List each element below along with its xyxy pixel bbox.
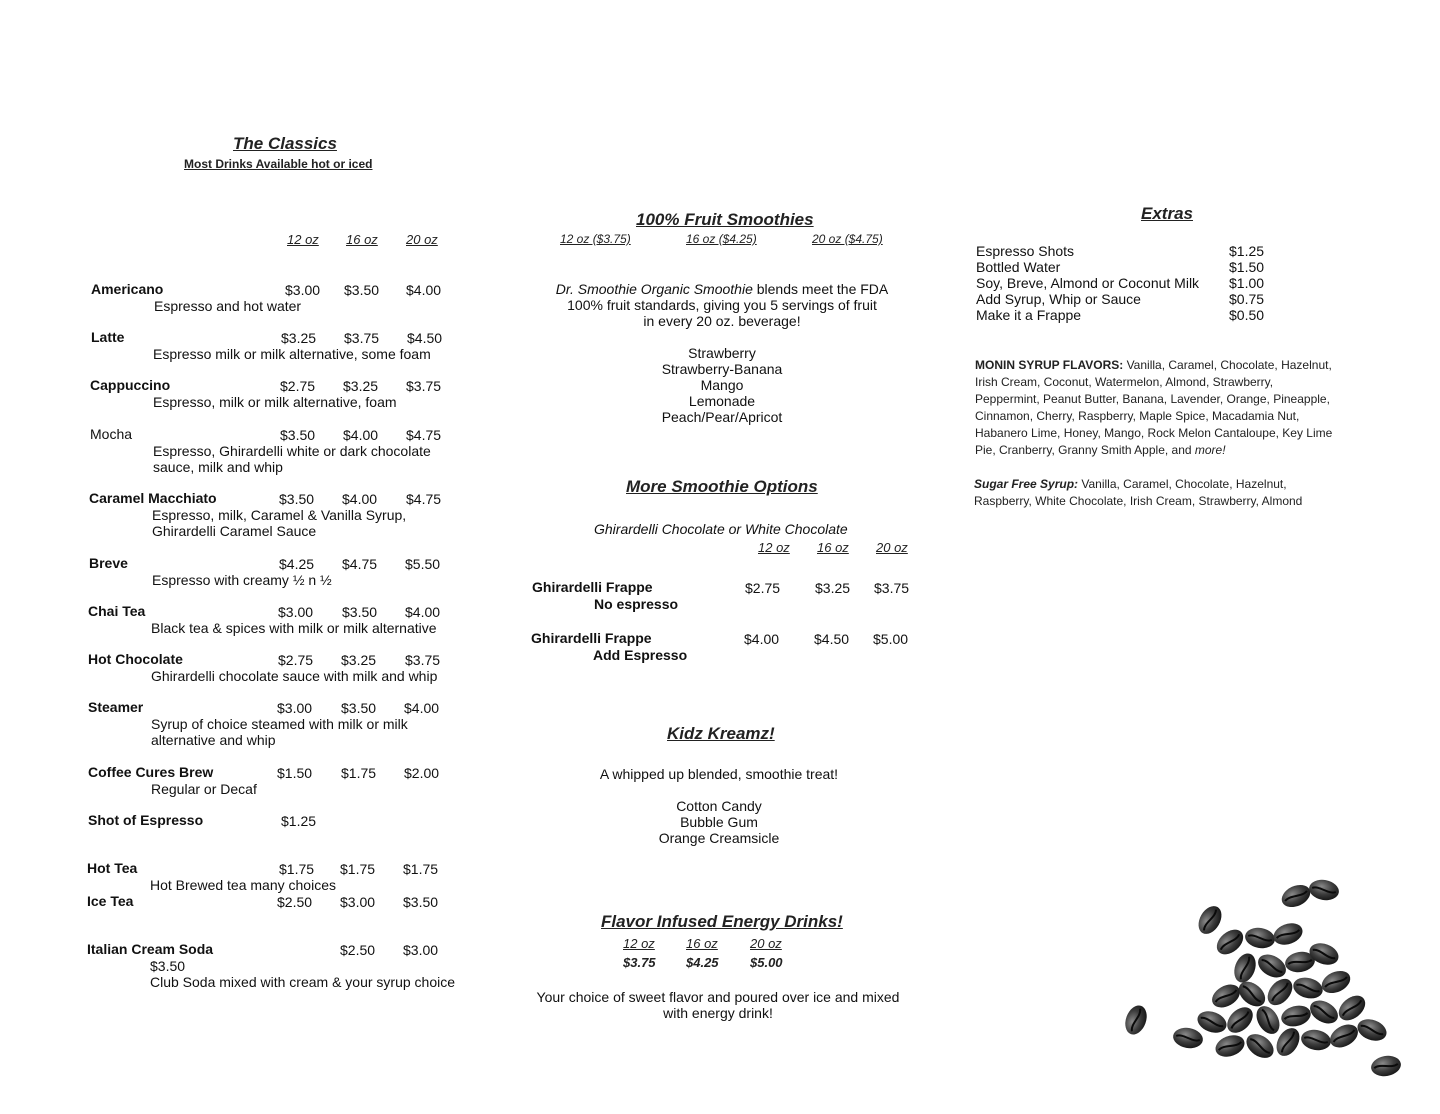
drink-name: Americano: [91, 281, 164, 297]
drink-price: $3.50: [342, 604, 378, 620]
extra-name: Soy, Breve, Almond or Coconut Milk: [976, 275, 1200, 291]
energy-price-20: $5.00: [750, 955, 783, 970]
smoothie-size-12: 12 oz ($3.75): [560, 232, 631, 246]
drink-price: $3.75: [344, 330, 380, 346]
extra-price: $0.75: [1229, 291, 1265, 307]
more-options-size-16: 16 oz: [817, 540, 849, 555]
coffee-bean-icon: [1208, 980, 1244, 1012]
smoothie-size-20: 20 oz ($4.75): [812, 232, 883, 246]
coffee-bean-icon: [1242, 1029, 1278, 1063]
drink-price: $3.00: [340, 894, 376, 910]
monin-label: MONIN SYRUP FLAVORS:: [975, 358, 1124, 372]
smoothies-blurb-line-1: Dr. Smoothie Organic Smoothie blends meet the FDA: [555, 281, 889, 297]
coffee-bean-icon: [1354, 1015, 1389, 1044]
drink-price: $3.50: [279, 491, 315, 507]
drink-name: Latte: [91, 329, 125, 345]
drink-description: Espresso milk or milk alternative, some foam: [153, 346, 431, 362]
kidz-flavor-list: [600, 798, 838, 846]
coffee-bean-icon: [1194, 902, 1226, 938]
extra-price: $1.50: [1229, 259, 1265, 275]
smoothies-blurb-line-2: 100% fruit standards, giving you 5 servings of fruit: [567, 297, 877, 313]
coffee-bean-icon: [1326, 1020, 1362, 1052]
drink-name: Hot Chocolate: [88, 651, 183, 667]
energy-size-12: 12 oz: [623, 936, 655, 951]
energy-size-16: 16 oz: [686, 936, 718, 951]
coffee-bean-icon: [1254, 950, 1290, 982]
coffee-bean-icon: [1121, 1002, 1150, 1037]
kidz-tagline: A whipped up blended, smoothie treat!: [599, 766, 839, 782]
frappe-espresso-note: Add Espresso: [593, 647, 688, 663]
drink-price: $3.50: [341, 700, 377, 716]
drink-description: Hot Brewed tea many choices: [150, 877, 336, 893]
smoothie-flavor: Mango: [700, 377, 744, 393]
drink-price: $2.50: [277, 894, 313, 910]
drink-description: Espresso, milk or milk alternative, foam: [153, 394, 397, 410]
drink-price: $4.00: [343, 427, 379, 443]
smoothie-size-16: 16 oz ($4.25): [686, 232, 757, 246]
drink-price: $1.25: [281, 813, 317, 829]
classics-title: The Classics: [233, 134, 337, 153]
drink-name: Caramel Macchiato: [89, 490, 217, 506]
smoothie-flavor-list: [582, 345, 862, 425]
coffee-bean-icon: [1194, 1007, 1229, 1036]
drink-price: $1.75: [341, 765, 377, 781]
energy-title: Flavor Infused Energy Drinks!: [601, 912, 843, 931]
classics-size-20: 20 oz: [406, 232, 438, 247]
drink-price: $4.75: [406, 491, 442, 507]
more-options-size-20: 20 oz: [876, 540, 908, 555]
drink-name: Ice Tea: [87, 893, 134, 909]
drink-price: $1.50: [277, 765, 313, 781]
drink-price: $3.25: [281, 330, 317, 346]
drink-price: $4.50: [407, 330, 443, 346]
drink-name: Cappuccino: [90, 377, 171, 393]
frappe-espresso-price-16: $4.50: [814, 631, 850, 647]
coffee-bean-icon: [1263, 974, 1298, 1010]
smoothies-brand: Dr. Smoothie Organic Smoothie: [555, 281, 753, 297]
coffee-bean-icon: [1212, 925, 1248, 960]
classics-size-16: 16 oz: [346, 232, 378, 247]
coffee-bean-icon: [1306, 996, 1342, 1028]
extra-price: $0.50: [1229, 307, 1265, 323]
frappe-espresso-price-12: $4.00: [744, 631, 780, 647]
drink-description: alternative and whip: [151, 732, 276, 748]
drink-price: $2.75: [278, 652, 314, 668]
extra-name: Bottled Water: [976, 259, 1061, 275]
drink-price: $3.50: [344, 282, 380, 298]
smoothie-flavor: Lemonade: [688, 393, 756, 409]
extra-name: Make it a Frappe: [976, 307, 1082, 323]
drink-name: Steamer: [88, 699, 144, 715]
extras-title: Extras: [1141, 204, 1193, 223]
drink-price: $3.25: [343, 378, 379, 394]
frappe-espresso-name: Ghirardelli Frappe: [531, 630, 652, 646]
drink-description: Espresso and hot water: [154, 298, 302, 314]
energy-description: Your choice of sweet flavor and poured over ice and mixed with energy drink!: [536, 989, 900, 1021]
kidz-title: Kidz Kreamz!: [667, 724, 775, 743]
kidz-flavor: Bubble Gum: [680, 814, 758, 830]
monin-syrup-flavors: MONIN SYRUP FLAVORS: Vanilla, Caramel, Chocolate, Hazelnut, Irish Cream, Coconut, Watermelon, Almond, Strawberry, Peppermint, Peanut Butter, Banana, Lavender, Orange, Pineapple, Cinnamon, Cherry, Raspberry, Maple Spice, Macadamia Nut, Habanero Lime, Honey, Mango, Rock Melon Cantaloupe, Key Lime Pie, Cranberry, Granny Smith Apple, and more!: [975, 358, 1333, 457]
drink-price: $3.75: [406, 378, 442, 394]
drink-name: Coffee Cures Brew: [88, 764, 214, 780]
sugar-free-syrups: Sugar Free Syrup: Vanilla, Caramel, Chocolate, Hazelnut, Raspberry, White Chocolate, Irish Cream, Strawberry, Almond: [974, 477, 1303, 508]
drink-price: $3.00: [277, 700, 313, 716]
drink-description: Ghirardelli Caramel Sauce: [152, 523, 317, 539]
coffee-beans-illustration: [1110, 870, 1410, 1090]
coffee-bean-icon: [1212, 1031, 1247, 1060]
drink-name: Chai Tea: [88, 603, 146, 619]
classics-subtitle: Most Drinks Available hot or iced: [184, 157, 373, 171]
drink-price: $4.00: [342, 491, 378, 507]
energy-price-16: $4.25: [686, 955, 719, 970]
drink-description: Espresso, Ghirardelli white or dark chocolate: [153, 443, 431, 459]
smoothie-flavor: Strawberry-Banana: [661, 361, 783, 377]
coffee-bean-icon: [1243, 926, 1276, 951]
sugar-free-label: Sugar Free Syrup:: [974, 477, 1079, 491]
drink-price: $4.00: [405, 604, 441, 620]
drink-price: $4.00: [406, 282, 442, 298]
drink-price: $5.50: [405, 556, 441, 572]
more-options-title: More Smoothie Options: [626, 477, 818, 496]
coffee-bean-icon: [1230, 950, 1259, 985]
drink-name: Shot of Espresso: [88, 812, 204, 828]
coffee-bean-icon: [1222, 1002, 1257, 1037]
frappe-note: No espresso: [594, 596, 679, 612]
drink-price: $3.00: [278, 604, 314, 620]
drink-price: $3.50: [280, 427, 316, 443]
drink-description: Syrup of choice steamed with milk or milk: [151, 716, 408, 732]
drink-description: Espresso with creamy ½ n ½: [152, 572, 332, 588]
more-options-size-12: 12 oz: [758, 540, 790, 555]
drink-price: $3.75: [405, 652, 441, 668]
classics-size-12: 12 oz: [287, 232, 319, 247]
drink-name: Hot Tea: [87, 860, 138, 876]
coffee-bean-icon: [1171, 1026, 1204, 1051]
drink-price: $1.75: [279, 861, 315, 877]
frappe-price-20: $3.75: [874, 580, 910, 596]
smoothies-blurb-line-3: in every 20 oz. beverage!: [643, 313, 801, 329]
extra-name: Add Syrup, Whip or Sauce: [976, 291, 1141, 307]
drink-price: $3.25: [341, 652, 377, 668]
drink-description: Club Soda mixed with cream & your syrup choice: [150, 974, 456, 990]
smoothies-title: 100% Fruit Smoothies: [636, 210, 814, 229]
coffee-bean-icon: [1369, 1054, 1402, 1079]
extra-name: Espresso Shots: [976, 243, 1075, 259]
drink-price: $2.50: [340, 942, 376, 958]
drink-price: $4.25: [279, 556, 315, 572]
extra-price: $1.00: [1229, 275, 1265, 291]
drink-price: $1.75: [403, 861, 439, 877]
drink-description: Regular or Decaf: [151, 781, 257, 797]
drink-price: $4.75: [342, 556, 378, 572]
frappe-espresso-price-20: $5.00: [873, 631, 909, 647]
kidz-flavor: Orange Creamsicle: [658, 830, 780, 846]
drink-price: $2.75: [280, 378, 316, 394]
drink-price: $3.50: [403, 894, 439, 910]
coffee-bean-icon: [1252, 1002, 1284, 1038]
extra-price: $1.25: [1229, 243, 1265, 259]
kidz-flavor: Cotton Candy: [676, 798, 762, 814]
drink-description: Black tea & spices with milk or milk alternative: [151, 620, 437, 636]
smoothie-flavor: Peach/Pear/Apricot: [661, 409, 783, 425]
drink-description: Ghirardelli chocolate sauce with milk and whip: [151, 668, 438, 684]
drink-price: $3.00: [285, 282, 321, 298]
drink-name: Mocha: [90, 426, 133, 442]
coffee-bean-icon: [1278, 881, 1314, 912]
coffee-bean-icon: [1299, 1028, 1332, 1053]
drink-price: $1.75: [340, 861, 376, 877]
energy-price-12: $3.75: [623, 955, 656, 970]
drink-description: $3.50: [150, 958, 186, 974]
coffee-bean-icon: [1279, 1002, 1313, 1029]
smoothie-flavor: Strawberry: [688, 345, 756, 361]
drink-price: $4.00: [404, 700, 440, 716]
smoothies-blurb: [540, 281, 904, 329]
coffee-bean-icon: [1270, 919, 1305, 948]
frappe-price-16: $3.25: [815, 580, 851, 596]
energy-size-20: 20 oz: [750, 936, 782, 951]
drink-price: $3.00: [403, 942, 439, 958]
drink-name: Breve: [89, 555, 128, 571]
drink-description: Espresso, milk, Caramel & Vanilla Syrup,: [152, 507, 407, 523]
more-options-subtitle: Ghirardelli Chocolate or White Chocolate: [594, 521, 848, 537]
frappe-name: Ghirardelli Frappe: [532, 579, 653, 595]
frappe-price-12: $2.75: [745, 580, 781, 596]
coffee-bean-icon: [1291, 974, 1325, 1001]
coffee-bean-icon: [1318, 967, 1354, 998]
drink-price: $4.75: [406, 427, 442, 443]
drink-name: Italian Cream Soda: [87, 941, 214, 957]
coffee-bean-icon: [1307, 878, 1340, 903]
drink-description: sauce, milk and whip: [153, 459, 283, 475]
drink-price: $2.00: [404, 765, 440, 781]
